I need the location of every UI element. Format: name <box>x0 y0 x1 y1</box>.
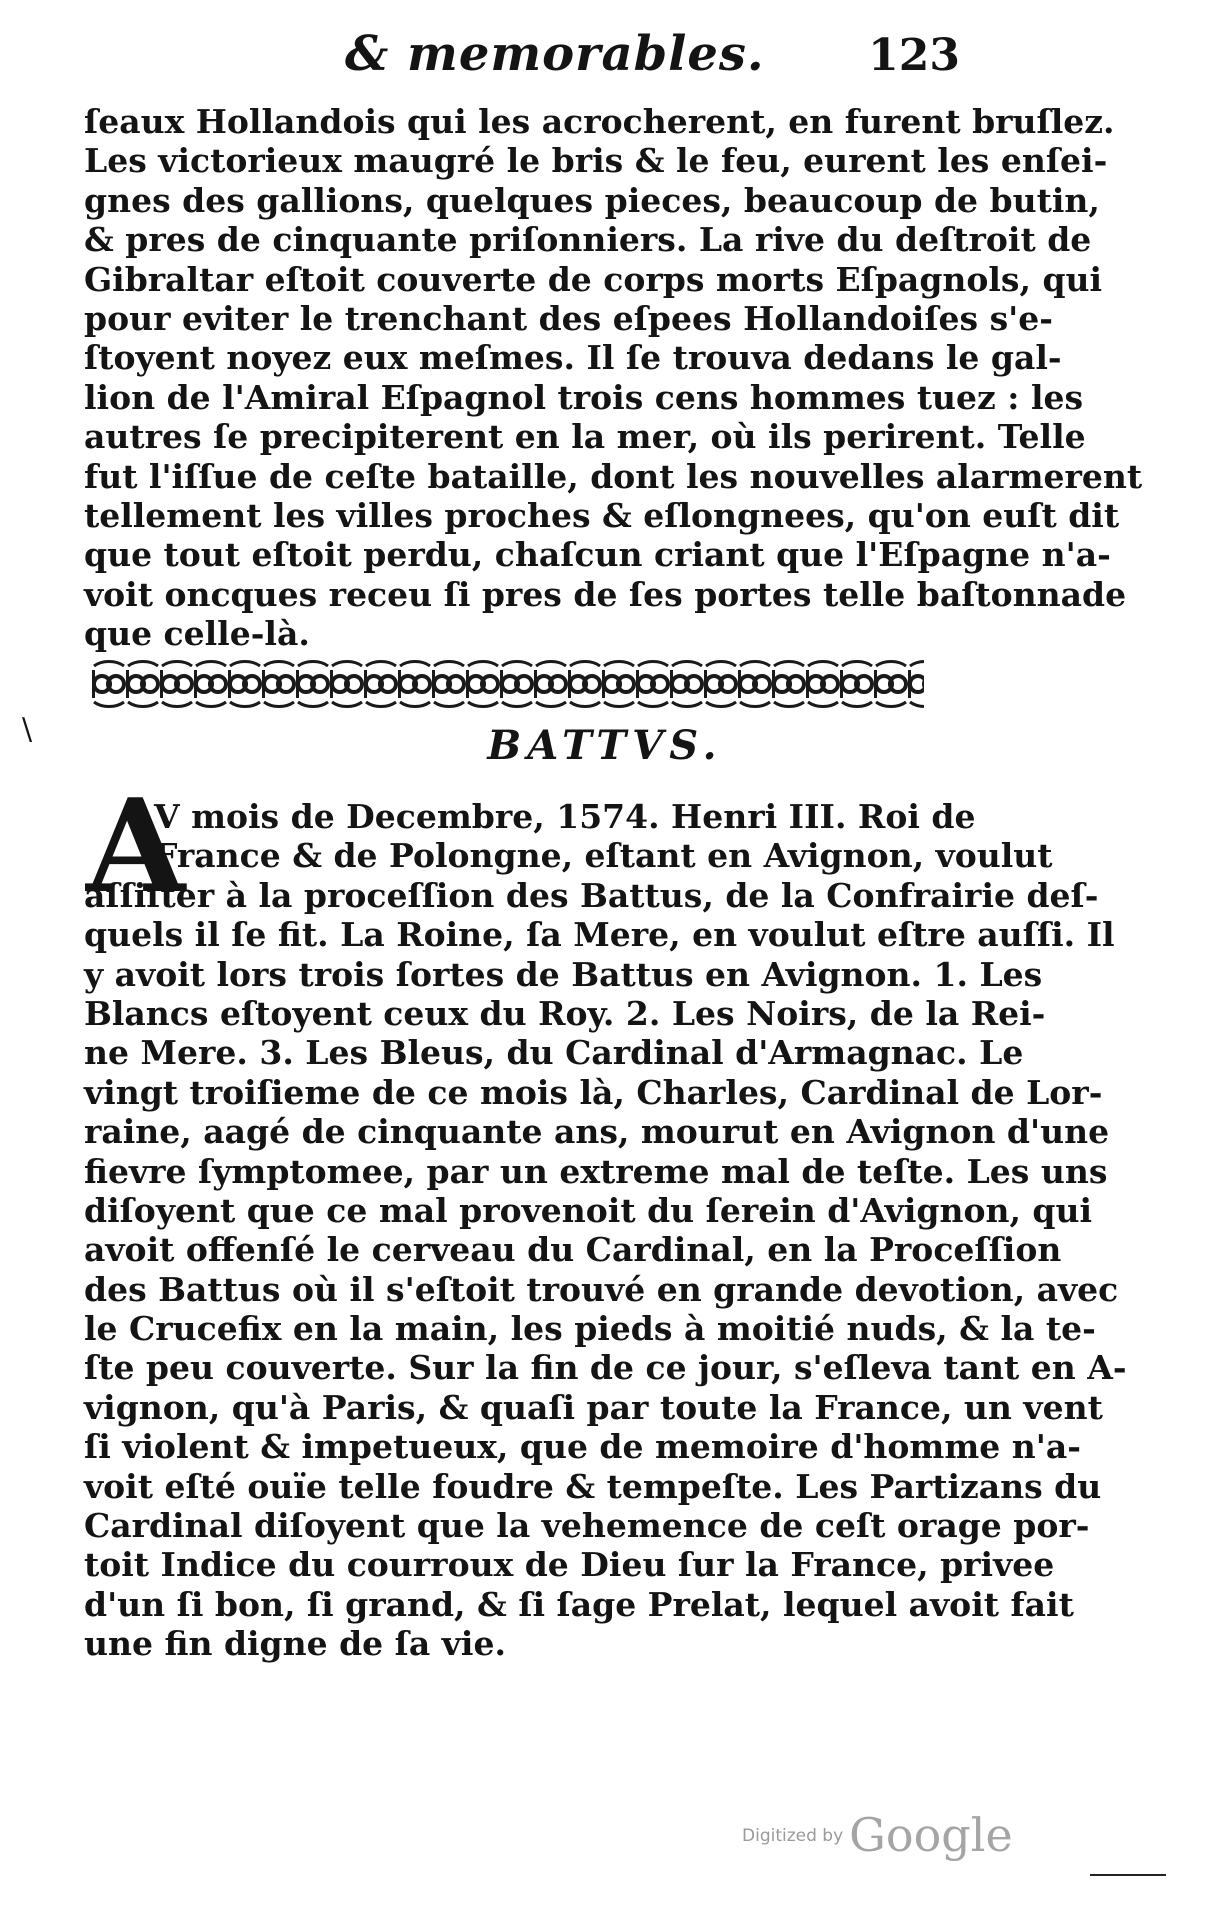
text-line: V mois de Decembre, 1574. Henri III. Roi de <box>154 797 976 836</box>
paragraph-battus <box>84 797 1127 1664</box>
digitized-by-watermark <box>742 1808 1013 1868</box>
text-line: diſoyent que ce mal provenoit du ſerein d'Avignon, qui <box>84 1190 1093 1230</box>
text-line: avoit offenſé le cerveau du Cardinal, en la Proceſſion <box>84 1230 1062 1270</box>
text-line: raine, aagé de cinquante ans, mourut en Avignon d'une <box>84 1112 1110 1152</box>
text-line: voit eſté ouïe telle foudre & tempeſte. Les Partizans du <box>84 1466 1102 1506</box>
margin-mark: \ <box>22 712 33 747</box>
page-header <box>90 20 960 100</box>
text-line: vignon, qu'à Paris, & quaſi par toute la France, un vent <box>84 1387 1103 1427</box>
text-line: tellement les villes proches & eſlongnees, qu'on euſt dit <box>84 495 1120 535</box>
paragraph-continuation <box>84 102 1143 654</box>
footer-rule <box>1090 1874 1166 1876</box>
text-line: autres ſe precipiterent en la mer, où ils perirent. Telle <box>84 417 1086 457</box>
text-line: aſſiſter à la proceſſion des Battus, de la Confrairie deſ- <box>84 875 1099 915</box>
text-line: ſtoyent noyez eux meſmes. Il ſe trouva dedans le gal- <box>84 338 1062 378</box>
text-line: ne Mere. 3. Les Bleus, du Cardinal d'Armagnac. Le <box>84 1033 1024 1073</box>
text-line: le Crucefix en la main, les pieds à moitié nuds, & la te- <box>84 1309 1096 1349</box>
text-line: fievre ſymptomee, par un extreme mal de teſte. Les uns <box>84 1151 1108 1191</box>
text-line: Cardinal diſoyent que la vehemence de ceſt orage por- <box>84 1506 1090 1546</box>
text-line: gnes des gallions, quelques pieces, beaucoup de butin, <box>84 180 1100 220</box>
text-line: voit oncques receu ſi pres de ſes portes telle baſtonnade <box>84 574 1127 614</box>
text-line: ſte peu couverte. Sur la fin de ce jour, s'eſleva tant en A- <box>84 1348 1127 1388</box>
text-line: Blancs eſtoyent ceux du Roy. 2. Les Noirs, de la Rei- <box>84 993 1046 1033</box>
text-line: Gibraltar eſtoit couverte de corps morts Eſpagnols, qui <box>84 259 1103 299</box>
text-line: toit Indice du courroux de Dieu ſur la France, privee <box>84 1545 1055 1585</box>
page-number: 123 <box>868 30 960 81</box>
section-title: BATTVS. <box>487 722 723 769</box>
text-line: d'un ſi bon, ſi grand, & ſi ſage Prelat, lequel avoit fait <box>84 1584 1074 1624</box>
text-line: ſi violent & impetueux, que de memoire d'homme n'a- <box>84 1427 1081 1467</box>
ornament-band <box>92 660 924 708</box>
text-line: fut l'iſſue de ceſte bataille, dont les nouvelles alarmerent <box>84 456 1143 496</box>
text-line: y avoit lors trois ſortes de Battus en Avignon. 1. Les <box>84 954 1043 994</box>
text-line: des Battus où il s'eſtoit trouvé en grande devotion, avec <box>84 1269 1119 1309</box>
text-line: que celle-là. <box>84 614 310 654</box>
text-line: & pres de cinquante priſonniers. La rive du deſtroit de <box>84 220 1092 260</box>
text-line: que tout eſtoit perdu, chaſcun criant que l'Eſpagne n'a- <box>84 535 1111 575</box>
text-line: Les victorieux maugré le bris & le feu, eurent les enſei- <box>84 141 1108 181</box>
text-line: une fin digne de ſa vie. <box>84 1624 506 1664</box>
text-line: quels il ſe fit. La Roine, ſa Mere, en voulut eſtre auſſi. Il <box>84 915 1115 955</box>
text-line: pour eviter le trenchant des eſpees Hollandoiſes s'e- <box>84 298 1053 338</box>
text-line: France & de Polongne, eſtant en Avignon, voulut <box>154 836 1053 876</box>
text-line: ſeaux Hollandois qui les acrocherent, en furent bruſlez. <box>84 102 1115 141</box>
running-title: & memorables. <box>345 26 765 82</box>
drop-cap: A <box>86 772 186 922</box>
google-logo: Google <box>849 1808 1013 1862</box>
text-line: vingt troiſieme de ce mois là, Charles, Cardinal de Lor- <box>84 1072 1103 1112</box>
text-line: lion de l'Amiral Eſpagnol trois cens hommes tuez : les <box>84 377 1084 417</box>
digitized-by-label: Digitized by <box>742 1826 844 1846</box>
